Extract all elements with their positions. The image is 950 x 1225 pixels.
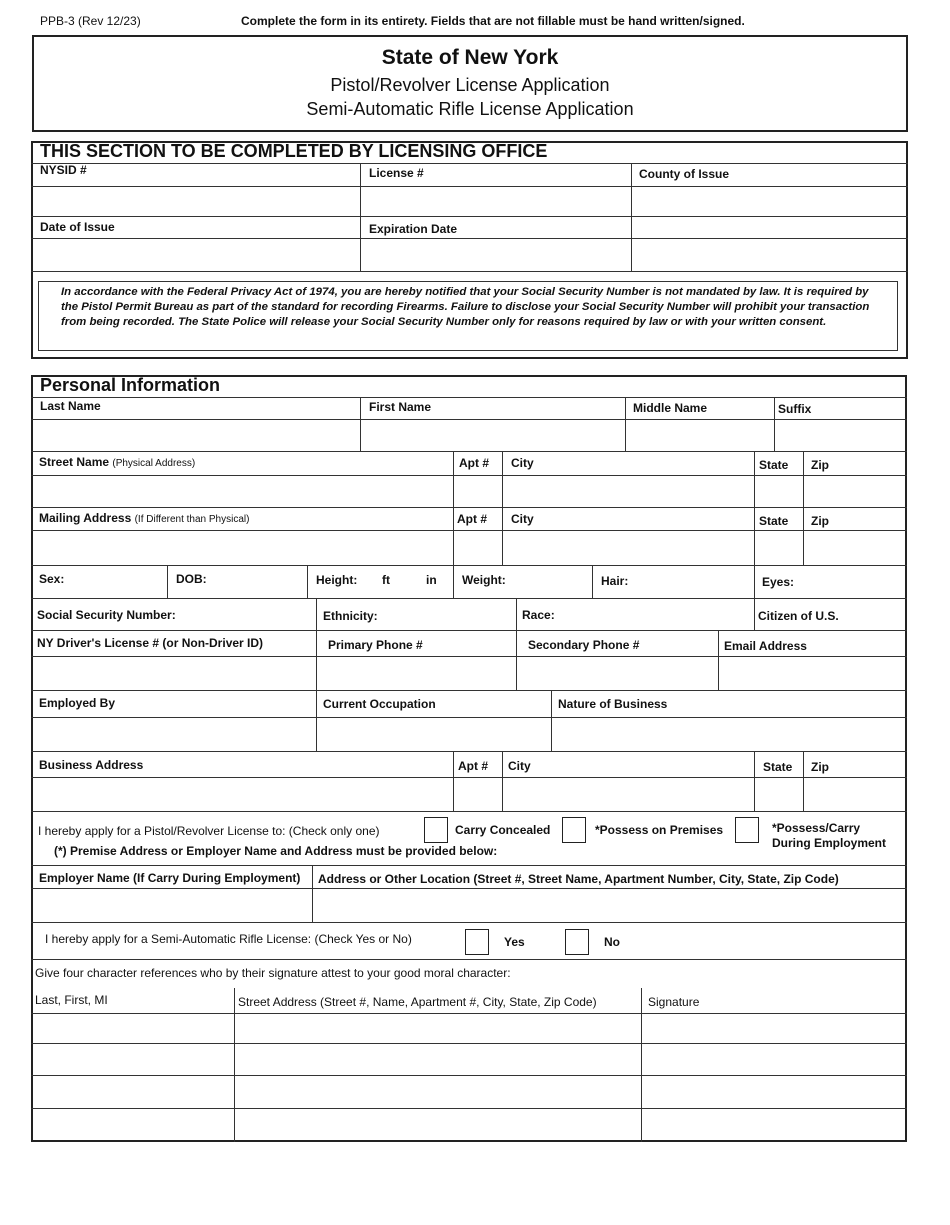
employer-name-field[interactable]: [32, 889, 311, 921]
county-label: County of Issue: [639, 167, 730, 181]
street-name-label: [39, 455, 195, 469]
nature-business-label: Nature of Business: [558, 697, 668, 711]
primary-phone-field[interactable]: [318, 657, 515, 689]
license-field[interactable]: [362, 187, 630, 215]
header-line2: Semi-Automatic Rifle License Application: [306, 99, 634, 119]
middle-name-label: Middle Name: [633, 401, 708, 415]
county-field[interactable]: [633, 187, 905, 215]
office-extra-field[interactable]: [633, 240, 905, 270]
address-other-label: Address or Other Location (Street #, Street Name, Apartment Number, City, State, Zip Code): [318, 872, 839, 886]
rifle-apply-prompt: I hereby apply for a Semi-Automatic Rifle License: (Check Yes or No): [45, 932, 412, 946]
business-city-label: City: [508, 759, 531, 773]
license-label: License #: [369, 166, 424, 180]
occupation-label: Current Occupation: [323, 697, 436, 711]
possess-premises-label: *Possess on Premises: [595, 823, 724, 837]
street-zip-field[interactable]: [805, 476, 906, 506]
office-section-title: THIS SECTION TO BE COMPLETED BY LICENSING OFFICE: [40, 141, 548, 161]
business-zip-label: Zip: [811, 760, 829, 774]
street-city-field[interactable]: [504, 476, 753, 506]
email-field[interactable]: [720, 657, 906, 689]
form-code: PPB-3 (Rev 12/23): [40, 14, 141, 28]
last-name-label: Last Name: [40, 399, 101, 413]
drivers-license-field[interactable]: [32, 657, 315, 689]
eyes-label: Eyes:: [762, 575, 795, 589]
address-other-field[interactable]: [314, 889, 906, 921]
mailing-zip-label: Zip: [811, 514, 829, 528]
carry-concealed-checkbox[interactable]: [424, 817, 448, 843]
ref-signature-header: Signature: [648, 995, 700, 1009]
nysid-field[interactable]: [32, 187, 359, 215]
header-state: State of New York: [381, 46, 559, 69]
header-line1: Pistol/Revolver License Application: [330, 75, 610, 95]
weight-label: Weight:: [462, 573, 506, 587]
employer-name-label: Employer Name (If Carry During Employment): [39, 871, 301, 885]
rifle-no-label: No: [604, 935, 620, 949]
ref-row-3[interactable]: [32, 1076, 906, 1107]
height-label: Height:: [316, 573, 358, 587]
possess-employment-label-1: *Possess/Carry: [772, 821, 861, 835]
in-label: in: [426, 573, 437, 587]
mailing-state-field[interactable]: [756, 531, 802, 563]
expiration-label: Expiration Date: [369, 222, 458, 236]
street-state-field[interactable]: [756, 476, 802, 506]
rifle-no-checkbox[interactable]: [565, 929, 589, 955]
business-apt-label: Apt #: [458, 759, 488, 773]
pistol-apply-prompt: I hereby apply for a Pistol/Revolver License to: (Check only one): [38, 824, 380, 838]
rifle-yes-label: Yes: [504, 935, 525, 949]
mailing-apt-label: Apt #: [457, 512, 487, 526]
mailing-label: [39, 511, 249, 525]
mailing-city-label: City: [511, 512, 534, 526]
rifle-yes-checkbox[interactable]: [465, 929, 489, 955]
business-state-field[interactable]: [756, 778, 802, 810]
business-state-label: State: [763, 760, 793, 774]
possess-premises-checkbox[interactable]: [562, 817, 586, 843]
ref-row-2[interactable]: [32, 1044, 906, 1074]
secondary-phone-label: Secondary Phone #: [528, 638, 640, 652]
business-address-field[interactable]: [32, 778, 452, 810]
mailing-field[interactable]: [32, 531, 452, 563]
email-label: Email Address: [724, 639, 807, 653]
suffix-field[interactable]: [776, 420, 906, 450]
mailing-zip-field[interactable]: [805, 531, 906, 563]
street-name-text: Street Name: [39, 455, 110, 469]
secondary-phone-field[interactable]: [518, 657, 717, 689]
date-issue-field[interactable]: [32, 240, 359, 270]
mailing-apt-field[interactable]: [455, 531, 501, 563]
premise-note: (*) Premise Address or Employer Name and Address must be provided below:: [54, 844, 498, 858]
drivers-license-label: NY Driver's License # (or Non-Driver ID): [37, 636, 264, 650]
carry-concealed-label: Carry Concealed: [455, 823, 551, 837]
sex-label: Sex:: [39, 572, 65, 586]
date-issue-label: Date of Issue: [40, 220, 115, 234]
street-note: (Physical Address): [112, 458, 196, 469]
ref-row-4[interactable]: [32, 1109, 906, 1140]
occupation-field[interactable]: [318, 718, 550, 750]
ref-name-header: Last, First, MI: [35, 993, 108, 1007]
mailing-text: Mailing Address: [39, 511, 132, 525]
business-zip-field[interactable]: [805, 778, 906, 810]
nature-business-field[interactable]: [553, 718, 906, 750]
expiration-field[interactable]: [362, 240, 630, 270]
ref-address-header: Street Address (Street #, Name, Apartment #, City, State, Zip Code): [238, 995, 597, 1009]
primary-phone-label: Primary Phone #: [328, 638, 423, 652]
ft-label: ft: [382, 573, 390, 587]
street-apt-field[interactable]: [455, 476, 501, 506]
nysid-label: NYSID #: [40, 163, 87, 177]
street-state-label: State: [759, 458, 789, 472]
first-name-field[interactable]: [362, 420, 624, 450]
street-name-field[interactable]: [32, 476, 452, 506]
dob-label: DOB:: [176, 572, 207, 586]
possess-employment-label-2: During Employment: [772, 836, 887, 850]
ref-row-1[interactable]: [32, 1014, 906, 1042]
personal-section-title: Personal Information: [40, 375, 221, 395]
mailing-note: (If Different than Physical): [134, 514, 250, 525]
business-city-field[interactable]: [504, 778, 753, 810]
street-city-label: City: [511, 456, 534, 470]
last-name-field[interactable]: [32, 420, 359, 450]
first-name-label: First Name: [369, 400, 432, 414]
business-address-label: Business Address: [39, 758, 144, 772]
suffix-label: Suffix: [778, 402, 812, 416]
ethnicity-label: Ethnicity:: [323, 609, 378, 623]
middle-name-field[interactable]: [627, 420, 773, 450]
references-prompt: Give four character references who by their signature attest to your good moral character:: [35, 966, 511, 980]
employed-by-label: Employed By: [39, 696, 116, 710]
street-zip-label: Zip: [811, 458, 829, 472]
hair-label: Hair:: [601, 574, 629, 588]
ssn-label: Social Security Number:: [37, 608, 176, 622]
race-label: Race:: [522, 608, 555, 622]
mailing-city-field[interactable]: [504, 531, 753, 563]
citizen-label: Citizen of U.S.: [758, 609, 839, 623]
business-apt-field[interactable]: [455, 778, 501, 810]
possess-employment-checkbox[interactable]: [735, 817, 759, 843]
street-apt-label: Apt #: [459, 456, 489, 470]
privacy-notice: In accordance with the Federal Privacy Act of 1974, you are hereby notified that your Social Security Number is not mandated by law. It is required by the Pistol Permit Bureau as part of the standard for recording Firearms. Failure to disclose your Social Security Number will prohibit your transaction from being recorded. The State Police will release your Social Security Number only for reasons required by law or with your written consent.: [61, 286, 870, 328]
employed-by-field[interactable]: [32, 718, 315, 750]
mailing-state-label: State: [759, 514, 789, 528]
instruction: Complete the form in its entirety. Fields that are not fillable must be hand written/signed.: [241, 14, 745, 28]
